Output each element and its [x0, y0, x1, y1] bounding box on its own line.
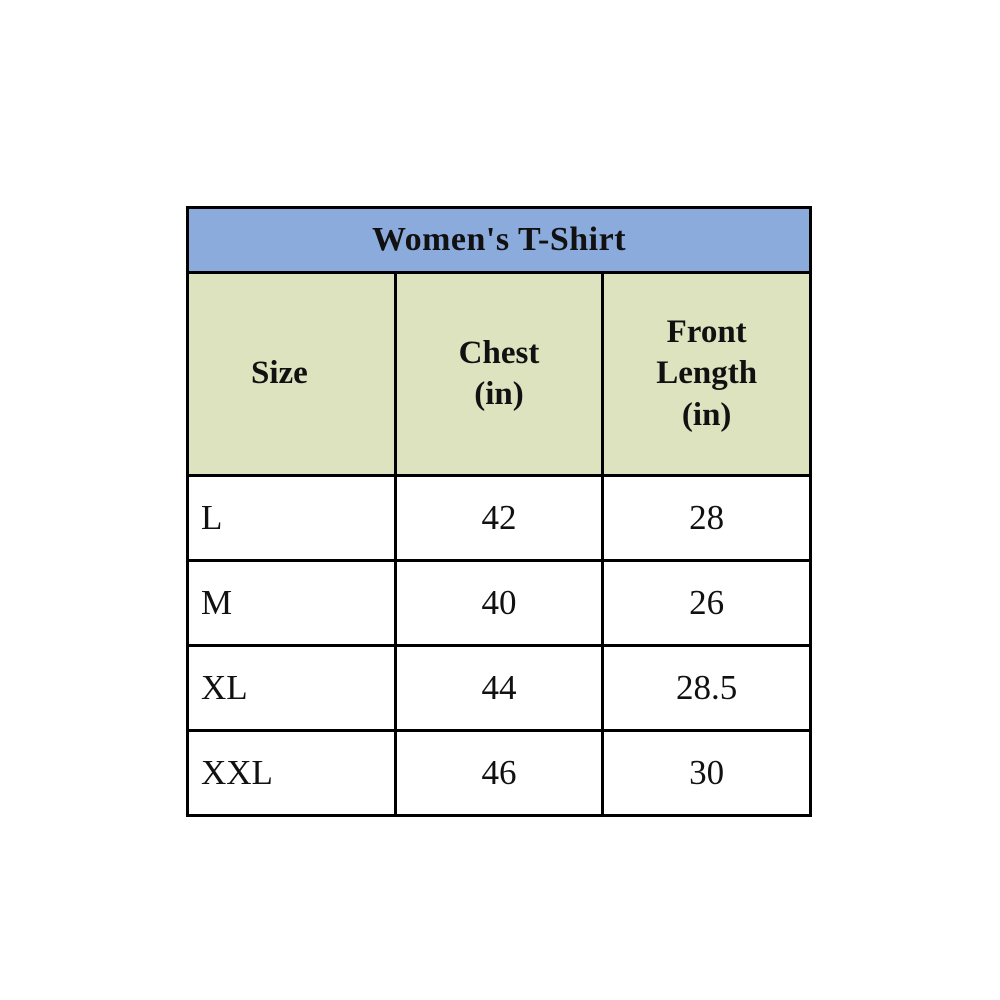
column-header-chest-line1: Chest: [458, 334, 540, 371]
cell-size: XL: [188, 646, 396, 731]
column-header-chest: [395, 273, 603, 476]
cell-size: L: [188, 476, 396, 561]
table-row: [188, 646, 811, 731]
table-row: [188, 561, 811, 646]
cell-chest: 42: [395, 476, 603, 561]
cell-size: XXL: [188, 731, 396, 816]
column-header-front-line2: Length: [656, 355, 758, 392]
column-header-front-length: [603, 273, 811, 476]
page-title: Women's T-Shirt: [188, 208, 811, 273]
table-row: [188, 476, 811, 561]
cell-chest: 46: [395, 731, 603, 816]
column-header-size: Size: [188, 273, 396, 476]
size-chart-container: [186, 206, 812, 817]
cell-chest: 44: [395, 646, 603, 731]
table-row: [188, 731, 811, 816]
column-header-front-line3: (in): [681, 396, 732, 433]
table-title-row: [188, 208, 811, 273]
cell-chest: 40: [395, 561, 603, 646]
cell-front-length: 28: [603, 476, 811, 561]
cell-front-length: 30: [603, 731, 811, 816]
size-chart-table: [186, 206, 812, 817]
cell-front-length: 26: [603, 561, 811, 646]
cell-front-length: 28.5: [603, 646, 811, 731]
column-header-chest-line2: (in): [474, 376, 524, 412]
column-header-front-line1: Front: [666, 314, 747, 351]
table-header-row: [188, 273, 811, 476]
cell-size: M: [188, 561, 396, 646]
